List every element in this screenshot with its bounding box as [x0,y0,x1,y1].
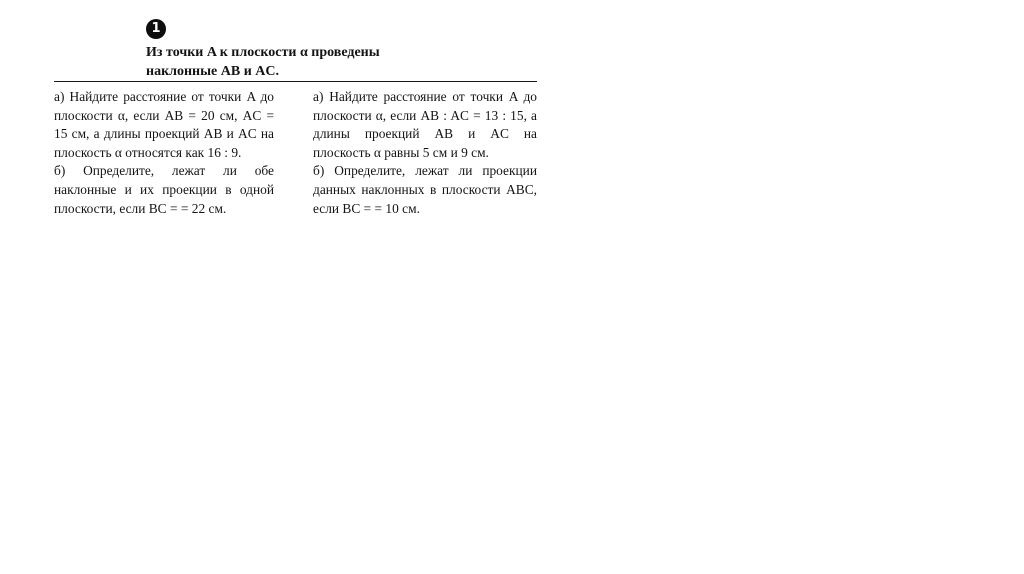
variant-1-part-b: б) Определите, лежат ли обе наклонные и их проекции в одной плоскости, если BC = = 22 см. [54,163,274,216]
heading-divider [54,81,537,82]
problem-heading-line-1: Из точки A к плоскости α проведены [146,45,380,60]
variant-2-part-a: а) Найдите расстояние от точки A до плоскости α, если AB : AC = 13 : 15, а длины проекций AB и AC на плоскость α равны 5 см и 9 см. [313,89,537,160]
problem-heading [146,43,446,81]
variant-2-column [313,88,537,218]
variant-1-part-a: а) Найдите расстояние от точки A до плоскости α, если AB = 20 см, AC = 15 см, а длины проекций AB и AC на плоскость α относятся как 16 : 9. [54,89,274,160]
variant-1-column [54,88,274,218]
problem-number-badge: 1 [146,19,166,39]
variant-2-part-b: б) Определите, лежат ли проекции данных наклонных в плоскости ABC, если BC = = 10 см. [313,163,537,216]
problem-heading-line-2: наклонные AB и AC. [146,64,279,79]
